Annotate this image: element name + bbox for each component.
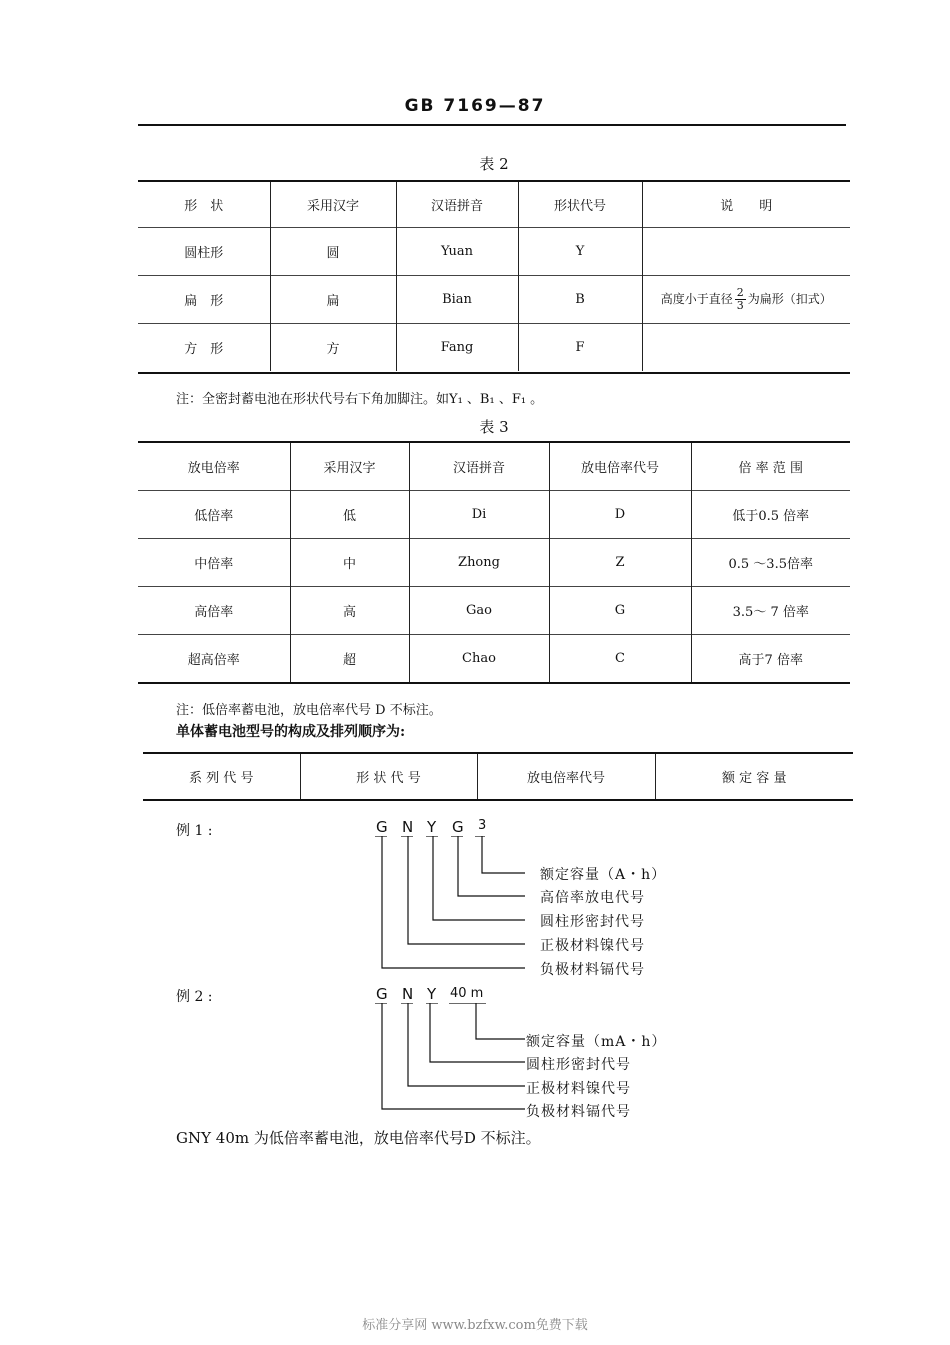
- example1-label-2: 圆柱形密封代号: [540, 914, 645, 930]
- table2-header-row: [138, 182, 850, 227]
- table2-header-cell: 形 状: [138, 182, 270, 227]
- table-cell: 低: [290, 490, 409, 538]
- table-row: [138, 227, 850, 275]
- example2-label: 例 2 :: [176, 989, 213, 1005]
- table-cell: Zhong: [409, 538, 549, 586]
- bian-note-after: 为扁形（扣式）: [747, 291, 832, 306]
- example2-code-3: 40 m: [450, 986, 484, 1001]
- table-row: [138, 538, 850, 586]
- table2-header-cell: 汉语拼音: [396, 182, 518, 227]
- table3-bottom-rule: [138, 682, 850, 684]
- table3-header-row: [138, 443, 850, 490]
- table-cell: Chao: [409, 634, 549, 682]
- table-row: [138, 323, 850, 371]
- table-row: [138, 586, 850, 634]
- table2-header-cell: 采用汉字: [270, 182, 396, 227]
- standard-number: GB 7169—87: [404, 96, 546, 116]
- model-order-cell: 额 定 容 量: [722, 771, 787, 786]
- table2-header-cell: 形状代号: [518, 182, 642, 227]
- table-cell: Bian: [396, 275, 518, 323]
- table3-header-cell: 倍 率 范 围: [738, 460, 803, 476]
- table-cell: [642, 227, 850, 275]
- table3-header-cell: 放电倍率代号: [549, 443, 691, 490]
- example2-code-1: N: [402, 985, 414, 1003]
- table-cell: 高倍率: [138, 586, 290, 634]
- example2-label-2: 正极材料镍代号: [526, 1081, 631, 1097]
- table3: [138, 443, 850, 682]
- fraction: [735, 287, 746, 312]
- table-cell: [642, 323, 850, 371]
- table-cell: [642, 275, 850, 323]
- model-intro: 单体蓄电池型号的构成及排列顺序为:: [176, 724, 406, 740]
- table-cell: Z: [549, 538, 691, 586]
- table-cell: Yuan: [396, 227, 518, 275]
- fraction-denominator: 3: [736, 298, 744, 312]
- example2-label-1: 圆柱形密封代号: [526, 1057, 631, 1073]
- example1-diagram: [370, 836, 530, 976]
- table-cell: D: [549, 490, 691, 538]
- table-cell: 超: [290, 634, 409, 682]
- table-cell: Fang: [396, 323, 518, 371]
- table-row: [138, 275, 850, 323]
- table-cell: F: [518, 323, 642, 371]
- bian-note-before: 高度小于直径: [660, 291, 733, 306]
- example1-code-1: N: [402, 818, 414, 836]
- table-cell: 低倍率: [138, 490, 290, 538]
- table2-caption: 表 2: [479, 155, 509, 173]
- example1-label-3: 正极材料镍代号: [540, 938, 645, 954]
- table3-footnote: 注：低倍率蓄电池，放电倍率代号 D 不标注。: [176, 703, 442, 718]
- example1-label-4: 负极材料镉代号: [540, 962, 645, 978]
- table-cell: 方 形: [138, 323, 270, 371]
- example1-label-0: 额定容量（A・h）: [540, 867, 667, 883]
- table-cell: 中: [290, 538, 409, 586]
- example1-code-2: Y: [427, 818, 437, 836]
- table2-bottom-rule: [138, 372, 850, 374]
- table-cell: Y: [518, 227, 642, 275]
- table-cell: 方: [270, 323, 396, 371]
- table2-footnote: 注：全密封蓄电池在形状代号右下角加脚注。如Y₁ 、B₁ 、F₁ 。: [176, 392, 544, 407]
- table-cell: 圆柱形: [138, 227, 270, 275]
- table-cell: G: [549, 586, 691, 634]
- example1-code-4: 3: [478, 818, 487, 833]
- example1-label-1: 高倍率放电代号: [540, 890, 645, 906]
- table-cell: 超高倍率: [138, 634, 290, 682]
- example2-label-0: 额定容量（mA・h）: [526, 1034, 667, 1050]
- table-cell: 扁 形: [138, 275, 270, 323]
- table-row: [138, 490, 850, 538]
- table3-header-cell: 采用汉字: [290, 443, 409, 490]
- table2: [138, 182, 850, 371]
- model-order-cell: 形 状 代 号: [300, 754, 477, 799]
- table3-header-cell: 放电倍率: [138, 443, 290, 490]
- table-cell: 高于7 倍率: [691, 634, 850, 682]
- table-cell: 低于0.5 倍率: [691, 490, 850, 538]
- table-cell: Di: [409, 490, 549, 538]
- table-cell: 高: [290, 586, 409, 634]
- model-order-cell: 放电倍率代号: [477, 754, 655, 799]
- table-cell: 0.5 ～3.5倍率: [691, 538, 850, 586]
- example1-label: 例 1 :: [176, 823, 213, 839]
- table-cell: 中倍率: [138, 538, 290, 586]
- model-order-cell: 系 列 代 号: [143, 754, 300, 799]
- table2-header-cell: 说 明: [720, 198, 773, 214]
- model-order-bottom-rule: [143, 799, 853, 801]
- example1-code-3: G: [452, 818, 464, 836]
- table-cell: 扁: [270, 275, 396, 323]
- table-cell: Gao: [409, 586, 549, 634]
- example2-label-3: 负极材料镉代号: [526, 1104, 631, 1120]
- table3-header-cell: 汉语拼音: [409, 443, 549, 490]
- example2-code-0: G: [376, 985, 388, 1003]
- table-cell: C: [549, 634, 691, 682]
- table-cell: B: [518, 275, 642, 323]
- table-row: [138, 634, 850, 682]
- fraction-numerator: 2: [736, 285, 744, 299]
- footer-watermark: 标准分享网 www.bzfxw.com免费下载: [362, 1318, 588, 1333]
- table-row: [143, 754, 853, 799]
- conclusion-text: GNY 40m 为低倍率蓄电池，放电倍率代号D 不标注。: [176, 1129, 541, 1147]
- table-cell: 3.5～ 7 倍率: [691, 586, 850, 634]
- table-cell: 圆: [270, 227, 396, 275]
- example2-diagram: [370, 1003, 530, 1113]
- table3-caption: 表 3: [479, 418, 509, 436]
- model-order-table: [143, 754, 853, 799]
- header-rule: [138, 124, 846, 126]
- example1-code-0: G: [376, 818, 388, 836]
- example2-code-2: Y: [427, 985, 437, 1003]
